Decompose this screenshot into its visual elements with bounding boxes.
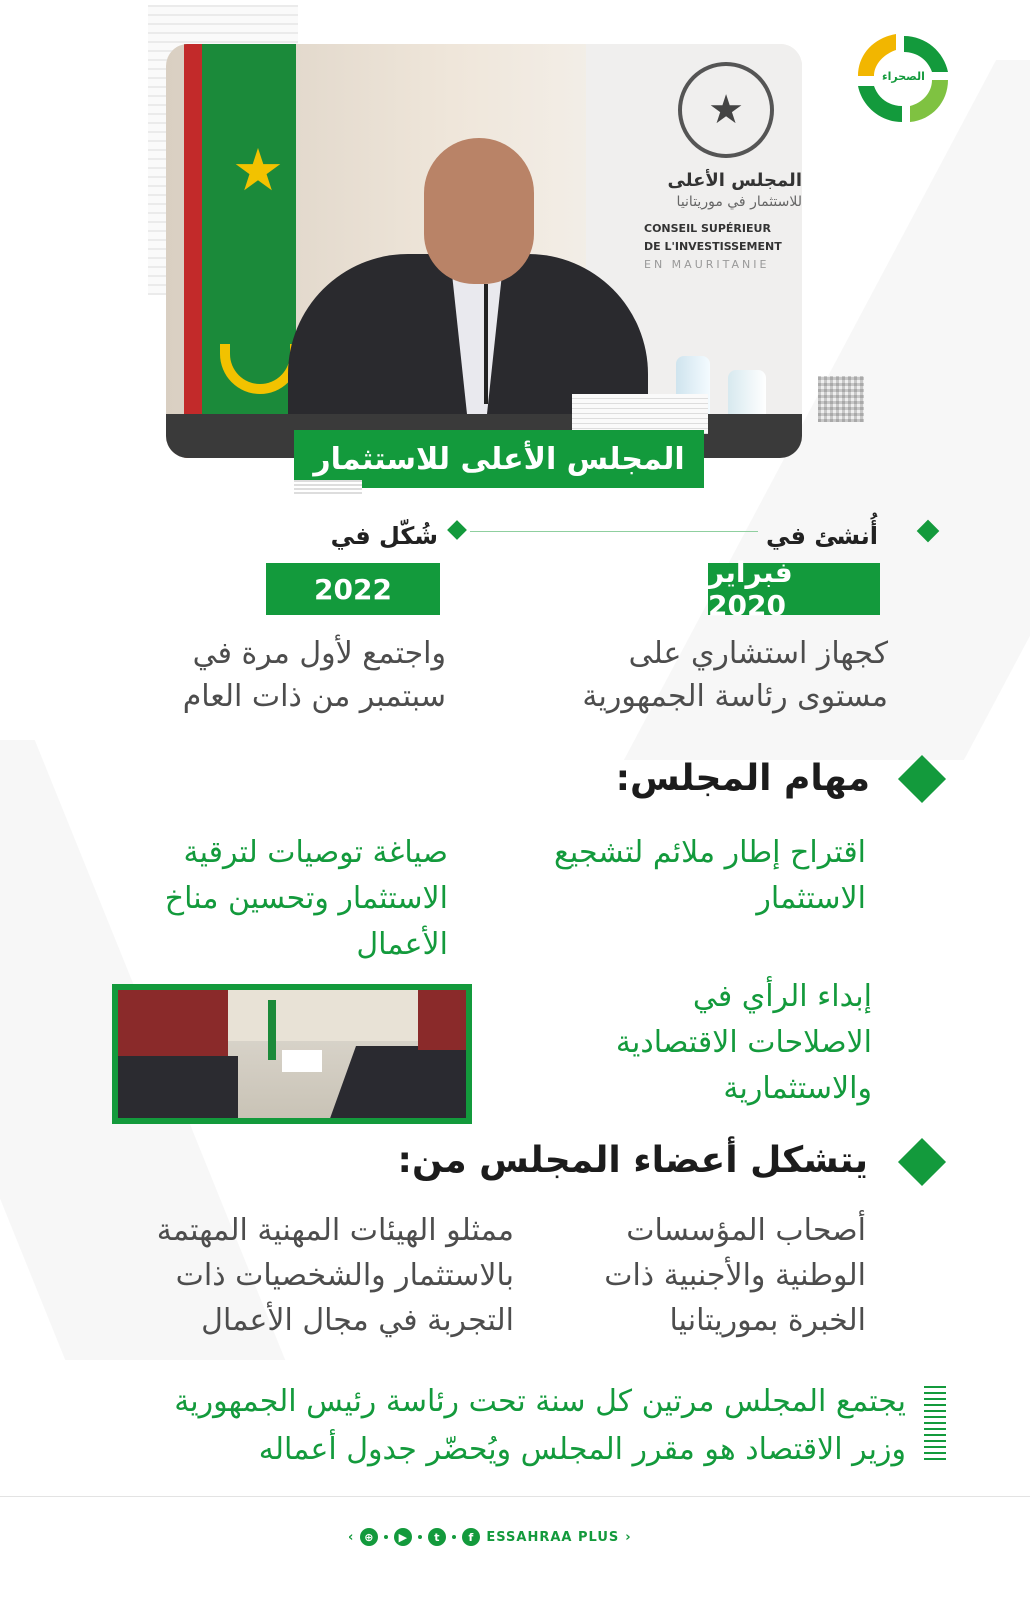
youtube-icon[interactable]: ▶ (394, 1528, 412, 1546)
task-line: اقتراح إطار ملائم لتشجيع (553, 835, 866, 870)
speaker-head (424, 138, 534, 284)
emblem-icon: ★ (678, 62, 774, 158)
founded-date: فبراير 2020 (708, 563, 880, 615)
task-line: الاصلاحات الاقتصادية (615, 1025, 872, 1060)
task-item (492, 974, 872, 1112)
tasks-heading: مهام المجلس: (615, 758, 870, 799)
founded-description-line: كجهاز استشاري على (628, 636, 888, 671)
page-title: المجلس الأعلى للاستثمار (294, 430, 704, 488)
facebook-icon[interactable]: f (462, 1528, 480, 1546)
hero-photo (166, 44, 802, 458)
qr-code-icon (818, 376, 864, 422)
founded-label: أُنشئ في (765, 522, 878, 550)
members-line: الوطنية والأجنبية ذات (604, 1258, 866, 1293)
meeting-photo (112, 984, 472, 1124)
decorative-paper (294, 480, 362, 494)
members-group (506, 1208, 866, 1343)
closing-line: وزير الاقتصاد هو مقرر المجلس ويُحضّر جدول أعماله (258, 1432, 906, 1467)
chevron-left-icon: ‹ (348, 1529, 355, 1545)
task-line: إبداء الرأي في (692, 979, 872, 1014)
members-group (54, 1208, 514, 1343)
formed-description-line: واجتمع لأول مرة في (192, 636, 446, 671)
sign-arabic-2: للاستثمار في موريتانيا (676, 194, 802, 210)
task-line: صياغة توصيات لترقية (183, 835, 448, 870)
founded-description (468, 632, 888, 718)
formed-year: 2022 (266, 563, 440, 615)
members-heading: يتشكل أعضاء المجلس من: (397, 1140, 868, 1181)
timeline-marker (447, 520, 467, 540)
decorative-stripes (924, 1386, 946, 1460)
sign-arabic-1: المجلس الأعلى (667, 170, 802, 191)
sign-french-1: CONSEIL SUPÉRIEUR (644, 222, 771, 235)
separator-dot (452, 1535, 456, 1539)
separator-dot (418, 1535, 422, 1539)
formed-description (56, 632, 446, 718)
microphone (484, 284, 488, 404)
section-marker (898, 1138, 946, 1186)
members-line: ممثلو الهيئات المهنية المهتمة (156, 1213, 514, 1248)
sign-french-3: EN MAURITANIE (644, 258, 770, 271)
members-line: أصحاب المؤسسات (626, 1213, 866, 1248)
chevron-right-icon: › (625, 1529, 632, 1545)
closing-notes (66, 1378, 906, 1474)
timeline-connector (470, 531, 758, 532)
web-icon[interactable]: ⊕ (360, 1528, 378, 1546)
social-bar (348, 1528, 632, 1546)
formed-description-line: سبتمبر من ذات العام (182, 679, 446, 714)
separator-dot (384, 1535, 388, 1539)
task-line: والاستثمارية (723, 1071, 872, 1106)
members-line: التجربة في مجال الأعمال (201, 1303, 514, 1338)
task-line: الاستثمار وتحسين مناخ (164, 881, 448, 916)
document-stack (572, 394, 708, 434)
flag-image: ★ (184, 44, 296, 458)
footer-brand: ESSAHRAA PLUS (486, 1529, 620, 1545)
formed-label: شُكّل في (330, 522, 438, 550)
task-item (88, 830, 448, 968)
logo-text: الصحراء (882, 70, 925, 83)
footer-divider (0, 1496, 1030, 1497)
task-item (486, 830, 866, 922)
founded-description-line: مستوى رئاسة الجمهورية (582, 679, 888, 714)
members-line: الخبرة بموريتانيا (669, 1303, 866, 1338)
brand-logo (854, 30, 954, 126)
closing-line: يجتمع المجلس مرتين كل سنة تحت رئاسة رئيس الجمهورية (174, 1384, 906, 1419)
section-marker (898, 755, 946, 803)
twitter-icon[interactable]: t (428, 1528, 446, 1546)
task-line: الاستثمار (756, 881, 866, 916)
task-line: الأعمال (356, 927, 448, 962)
members-line: بالاستثمار والشخصيات ذات (175, 1258, 514, 1293)
sign-french-2: DE L'INVESTISSEMENT (644, 240, 782, 253)
